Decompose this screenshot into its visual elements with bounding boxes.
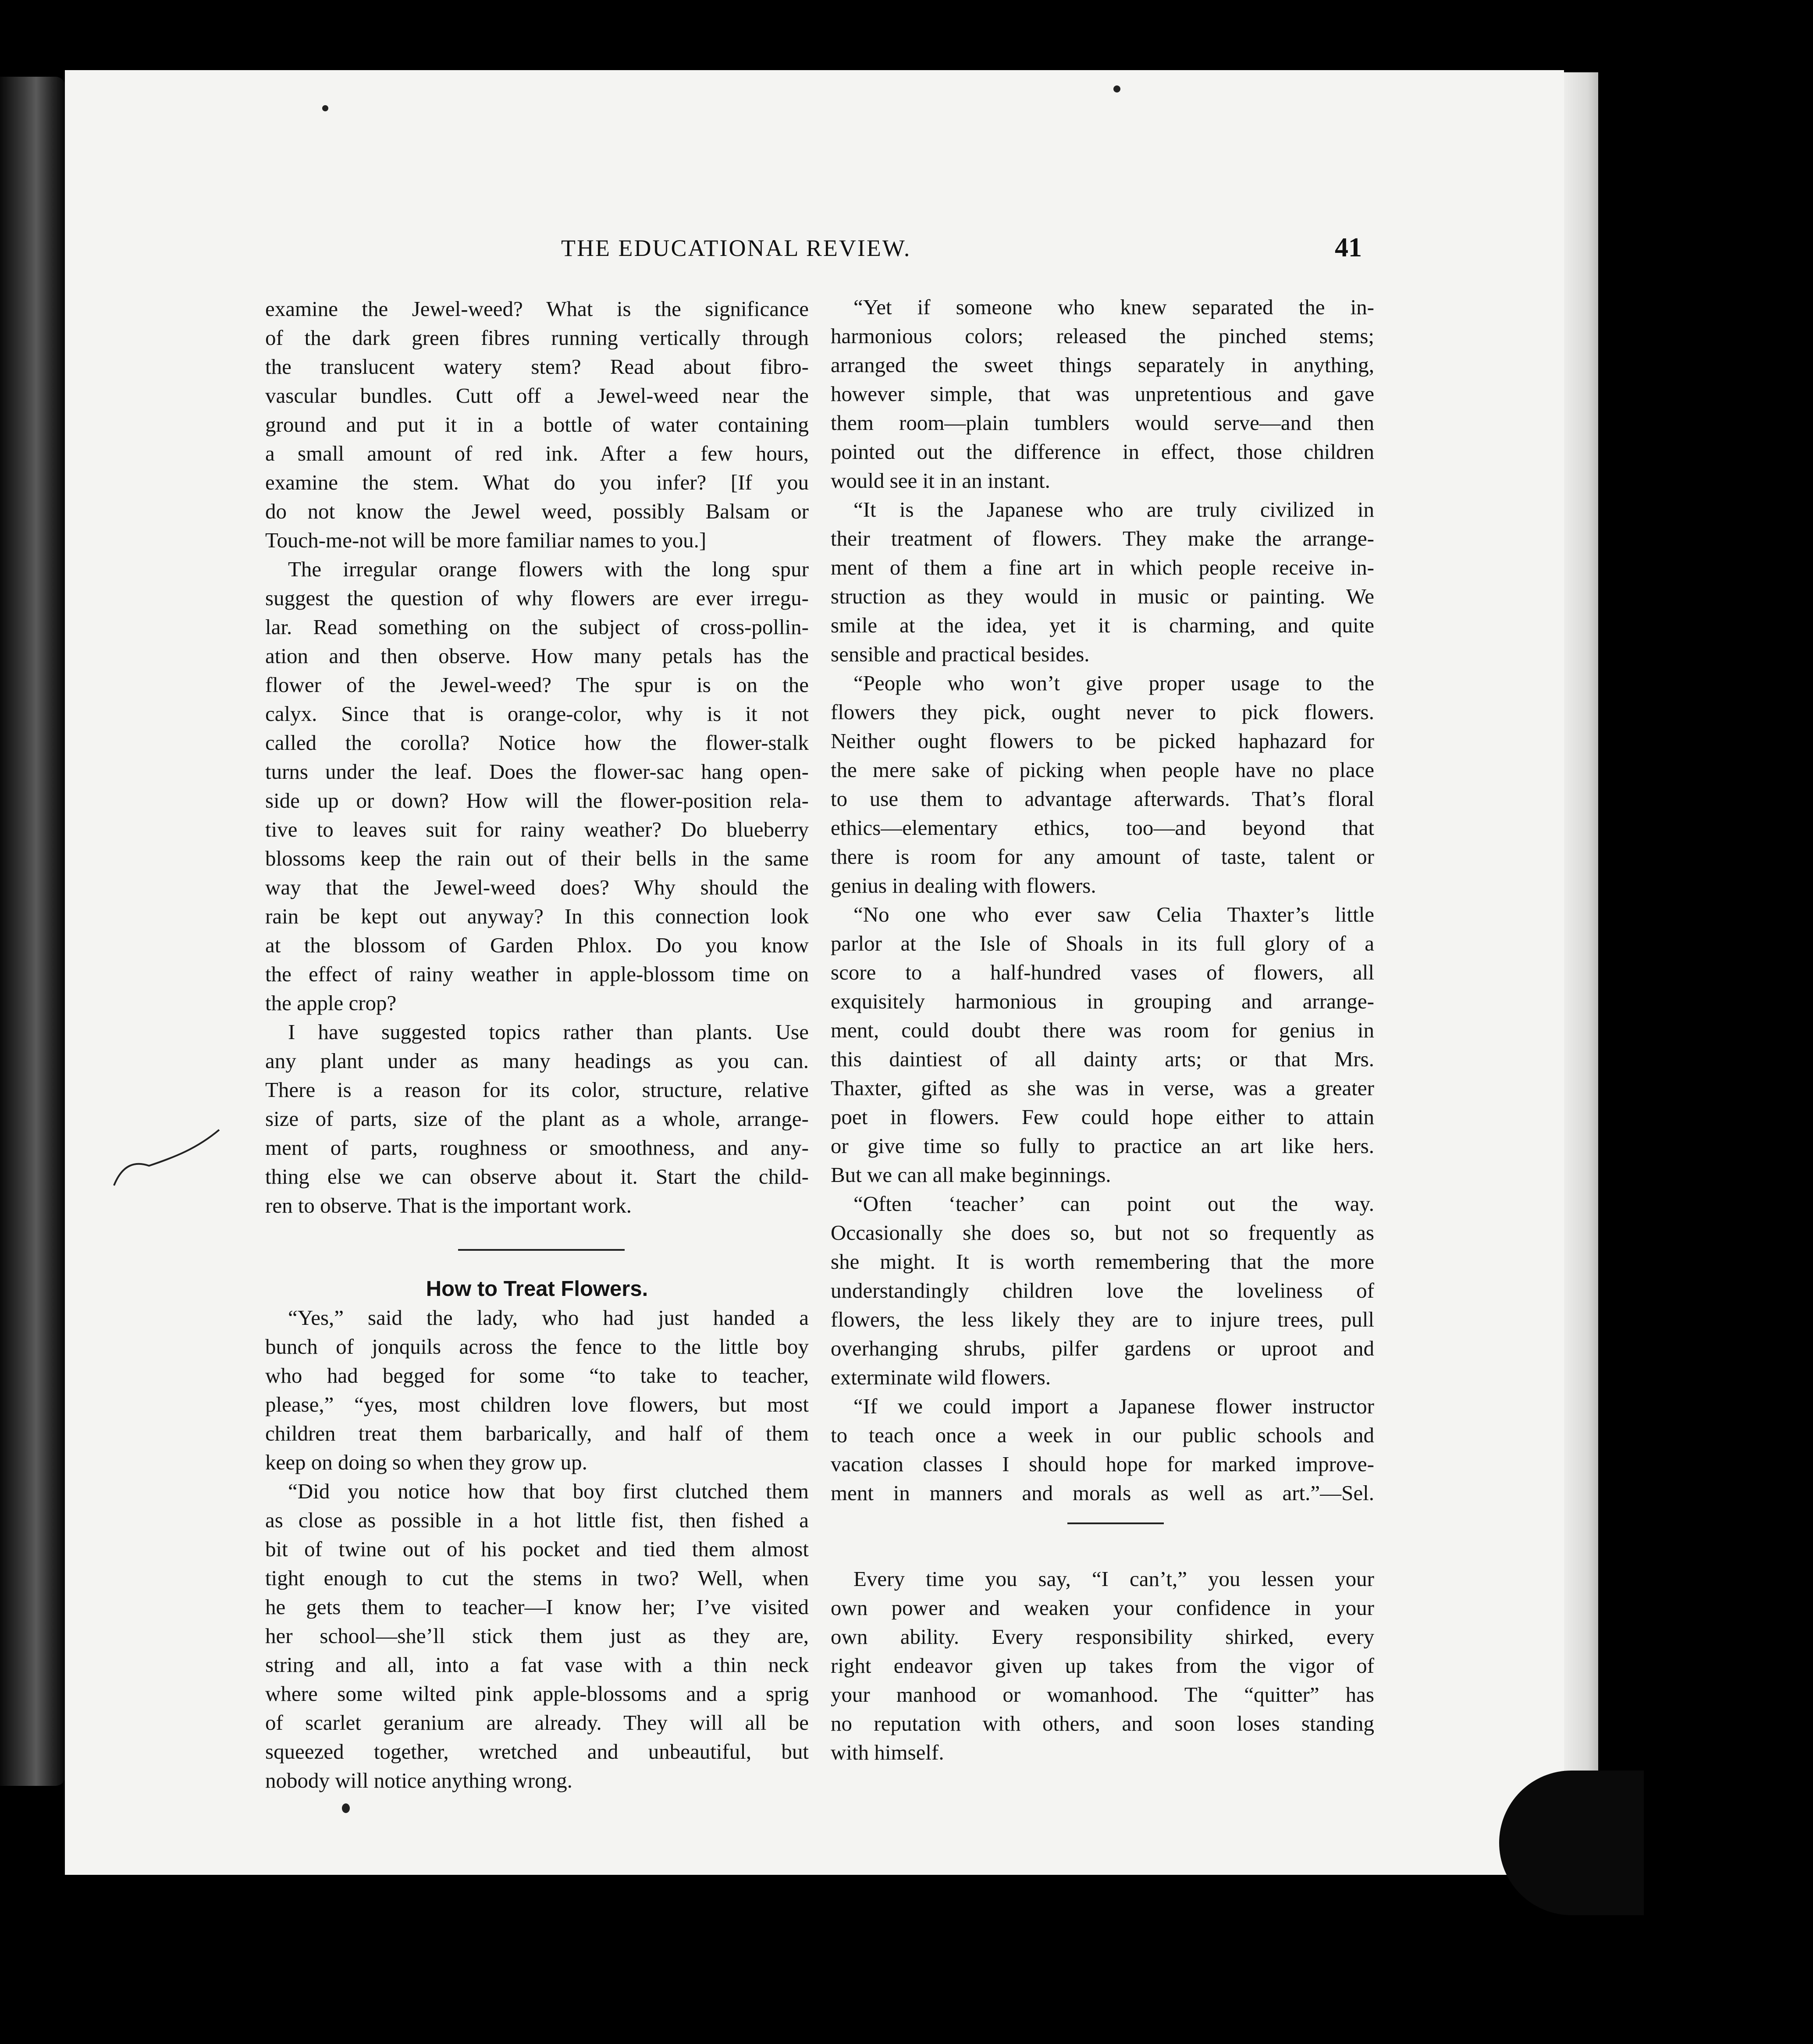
- text-line: overhanging shrubs, pilfer gardens or uproot and: [831, 1336, 1374, 1360]
- text-line: score to a half-hundred vases of flowers, all: [831, 960, 1374, 984]
- text-line: size of parts, size of the plant as a whole, arrange-: [265, 1107, 809, 1131]
- text-line: tight enough to cut the stems in two? Well, when: [265, 1566, 809, 1590]
- text-line: the apple crop?: [265, 991, 397, 1015]
- text-line: squeezed together, wretched and unbeautiful, but: [265, 1739, 809, 1764]
- text-line: to use them to advantage afterwards. That’s floral: [831, 787, 1374, 811]
- text-line: pointed out the difference in effect, those children: [831, 440, 1374, 464]
- closing-paragraph: [831, 1565, 1374, 1767]
- text-line: ground and put it in a bottle of water containing: [265, 412, 809, 436]
- text-line: as close as possible in a hot little fist, then fished a: [265, 1508, 809, 1532]
- pencil-mark: [110, 1122, 224, 1192]
- text-line: the mere sake of picking when people have no place: [831, 758, 1374, 782]
- text-line: ment of parts, roughness or smoothness, and any-: [265, 1136, 809, 1160]
- article-continued: [831, 293, 1374, 1508]
- text-line: children treat them barbarically, and half of them: [265, 1421, 809, 1445]
- text-line: exquisitely harmonious in grouping and arrange-: [831, 989, 1374, 1013]
- text-line: any plant under as many headings as you can.: [265, 1049, 809, 1073]
- text-line: parlor at the Isle of Shoals in its full glory of a: [831, 931, 1374, 955]
- text-line: understandingly children love the loveliness of: [831, 1278, 1374, 1302]
- text-line: her school—she’ll stick them just as they are,: [265, 1624, 809, 1648]
- text-line: keep on doing so when they grow up.: [265, 1450, 587, 1474]
- text-line: harmonious colors; released the pinched stems;: [831, 324, 1374, 348]
- text-line: called the corolla? Notice how the flower-stalk: [265, 731, 809, 755]
- article-body: [265, 1303, 809, 1795]
- text-line: no reputation with others, and soon loses standing: [831, 1711, 1374, 1735]
- text-line: this daintiest of all dainty arts; or that Mrs.: [831, 1047, 1374, 1071]
- article-title: How to Treat Flowers.: [426, 1277, 648, 1301]
- thumb-shadow: [1499, 1771, 1644, 1915]
- text-line: The irregular orange flowers with the long spur: [288, 557, 809, 581]
- ink-speck: [342, 1803, 350, 1813]
- text-line: arranged the sweet things separately in anything,: [831, 353, 1374, 377]
- text-line: But we can all make beginnings.: [831, 1163, 1111, 1187]
- text-line: however simple, that was unpretentious and gave: [831, 382, 1374, 406]
- text-line: blossoms keep the rain out of their bells in the same: [265, 846, 809, 870]
- text-line: “Did you notice how that boy first clutched them: [288, 1479, 809, 1503]
- text-line: of scarlet geranium are already. They will all be: [265, 1710, 809, 1735]
- text-line: “Yet if someone who knew separated the in-: [853, 295, 1374, 319]
- text-line: Thaxter, gifted as she was in verse, was a greater: [831, 1076, 1374, 1100]
- text-line: ethics—elementary ethics, too—and beyond that: [831, 816, 1374, 840]
- book-spine: [0, 77, 66, 1786]
- text-line: bit of twine out of his pocket and tied them almost: [265, 1537, 809, 1561]
- text-line: Touch-me-not will be more familiar names to you.]: [265, 528, 707, 552]
- text-line: flower of the Jewel-weed? The spur is on the: [265, 673, 809, 697]
- page-edge: [1563, 72, 1598, 1869]
- text-line: lar. Read something on the subject of cross-pollin-: [265, 615, 809, 639]
- text-line: their treatment of flowers. They make the arrange-: [831, 526, 1374, 550]
- text-line: the translucent watery stem? Read about fibro-: [265, 355, 809, 379]
- text-line: to teach once a week in our public schools and: [831, 1423, 1374, 1447]
- text-line: them room—plain tumblers would serve—and then: [831, 411, 1374, 435]
- text-line: your manhood or womanhood. The “quitter” has: [831, 1682, 1374, 1707]
- text-line: a small amount of red ink. After a few hours,: [265, 441, 809, 465]
- text-line: the effect of rainy weather in apple-blossom time on: [265, 962, 809, 986]
- text-line: Every time you say, “I can’t,” you lessen your: [853, 1567, 1374, 1591]
- ink-speck: [322, 105, 328, 111]
- text-line: or give time so fully to practice an art like hers.: [831, 1134, 1374, 1158]
- text-line: own ability. Every responsibility shirked, every: [831, 1625, 1374, 1649]
- text-line: way that the Jewel-weed does? Why should the: [265, 875, 809, 899]
- text-line: Occasionally she does so, but not so frequently as: [831, 1221, 1374, 1245]
- text-line: “Yes,” said the lady, who had just handed a: [288, 1306, 809, 1330]
- section-divider: [831, 1508, 1374, 1565]
- text-line: right endeavor given up takes from the vigor of: [831, 1654, 1374, 1678]
- text-line: “No one who ever saw Celia Thaxter’s little: [853, 902, 1374, 926]
- text-line: tive to leaves suit for rainy weather? Do blueberry: [265, 817, 809, 841]
- text-line: “Often ‘teacher’ can point out the way.: [853, 1192, 1374, 1216]
- text-line: calyx. Since that is orange-color, why is it not: [265, 702, 809, 726]
- text-line: There is a reason for its color, structure, relative: [265, 1078, 809, 1102]
- text-line: flowers, the less likely they are to injure trees, pull: [831, 1307, 1374, 1331]
- text-line: turns under the leaf. Does the flower-sac hang open-: [265, 759, 809, 784]
- text-line: there is room for any amount of taste, talent or: [831, 845, 1374, 869]
- divider-line: [1067, 1522, 1164, 1524]
- text-line: please,” “yes, most children love flowers, but most: [265, 1392, 809, 1416]
- text-line: poet in flowers. Few could hope either to attain: [831, 1105, 1374, 1129]
- text-line: with himself.: [831, 1740, 944, 1764]
- right-column: [831, 293, 1374, 1767]
- text-line: she might. It is worth remembering that the more: [831, 1249, 1374, 1274]
- text-line: of the dark green fibres running vertically through: [265, 326, 809, 350]
- text-line: string and all, into a fat vase with a thin neck: [265, 1653, 809, 1677]
- text-line: would see it in an instant.: [831, 468, 1050, 493]
- text-line: “People who won’t give proper usage to the: [853, 671, 1374, 695]
- text-line: who had begged for some “to take to teacher,: [265, 1363, 809, 1388]
- section-divider: [265, 1220, 809, 1274]
- running-header: THE EDUCATIONAL REVIEW.: [561, 235, 911, 261]
- text-line: nobody will notice anything wrong.: [265, 1768, 572, 1792]
- left-column: [265, 295, 809, 1795]
- text-line: do not know the Jewel weed, possibly Balsam or: [265, 499, 809, 523]
- text-line: “It is the Japanese who are truly civilized in: [853, 497, 1374, 522]
- text-line: ren to observe. That is the important work.: [265, 1193, 632, 1217]
- text-line: ment in manners and morals as well as art.”—Sel.: [831, 1481, 1374, 1505]
- text-line: smile at the idea, yet it is charming, and quite: [831, 613, 1374, 637]
- left-paragraphs: [265, 295, 809, 1220]
- text-line: I have suggested topics rather than plants. Use: [288, 1020, 809, 1044]
- text-line: he gets them to teacher—I know her; I’ve visited: [265, 1595, 809, 1619]
- text-line: own power and weaken your confidence in your: [831, 1596, 1374, 1620]
- text-line: struction as they would in music or painting. We: [831, 584, 1374, 608]
- divider-line: [458, 1249, 625, 1251]
- text-line: suggest the question of why flowers are ever irregu-: [265, 586, 809, 610]
- text-line: rain be kept out anyway? In this connection look: [265, 904, 809, 928]
- text-line: bunch of jonquils across the fence to the little boy: [265, 1334, 809, 1359]
- text-line: sensible and practical besides.: [831, 642, 1090, 666]
- text-line: vascular bundles. Cutt off a Jewel-weed near the: [265, 383, 809, 408]
- text-line: Neither ought flowers to be picked haphazard for: [831, 729, 1374, 753]
- text-line: exterminate wild flowers.: [831, 1365, 1051, 1389]
- text-line: “If we could import a Japanese flower instructor: [853, 1394, 1374, 1418]
- text-line: ment of them a fine art in which people receive in-: [831, 555, 1374, 579]
- text-line: examine the stem. What do you infer? [If you: [265, 470, 809, 494]
- text-line: where some wilted pink apple-blossoms and a sprig: [265, 1682, 809, 1706]
- text-line: at the blossom of Garden Phlox. Do you know: [265, 933, 809, 957]
- text-line: ment, could doubt there was room for genius in: [831, 1018, 1374, 1042]
- text-line: genius in dealing with flowers.: [831, 873, 1096, 898]
- text-line: vacation classes I should hope for marked improve-: [831, 1452, 1374, 1476]
- text-line: flowers they pick, ought never to pick flowers.: [831, 700, 1374, 724]
- ink-speck: [1113, 85, 1120, 92]
- text-line: side up or down? How will the flower-position rela-: [265, 788, 809, 813]
- page-number: 41: [1335, 233, 1362, 263]
- text-line: ation and then observe. How many petals has the: [265, 644, 809, 668]
- text-line: thing else we can observe about it. Start the child-: [265, 1164, 809, 1189]
- text-line: examine the Jewel-weed? What is the significance: [265, 297, 809, 321]
